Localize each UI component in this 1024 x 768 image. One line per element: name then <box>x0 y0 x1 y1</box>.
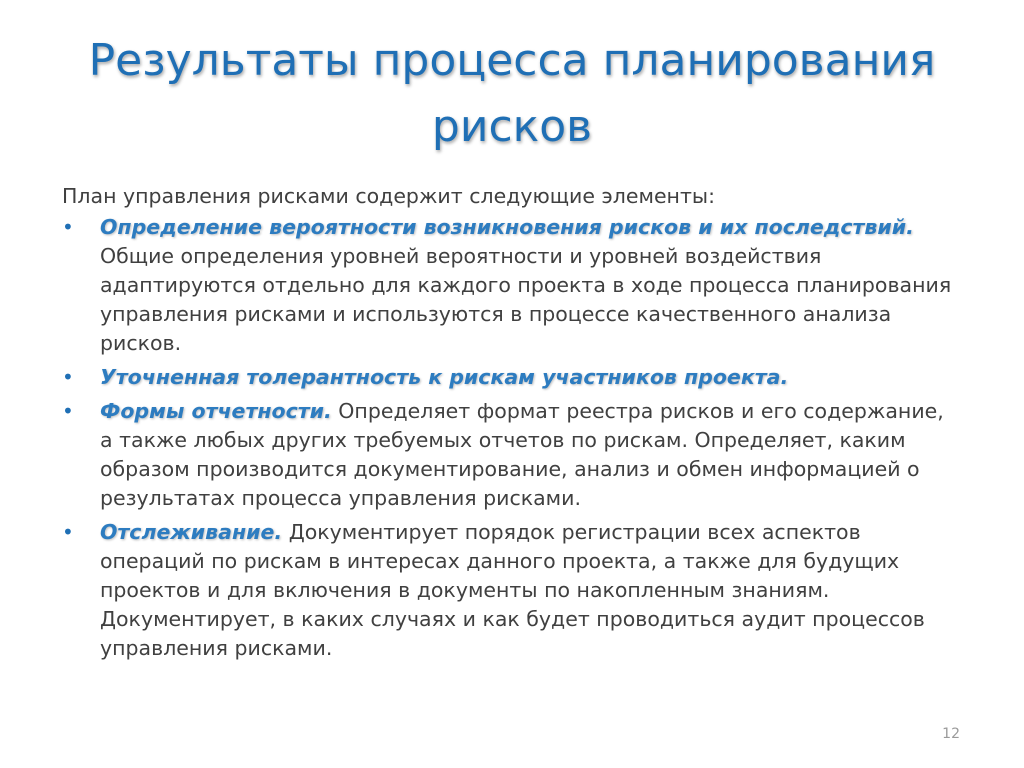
page-number: 12 <box>942 726 960 742</box>
slide-title: Результаты процесса планирования рисков <box>88 35 936 152</box>
bullet-list <box>62 213 962 663</box>
item-text: Определяет формат реестра рисков и его содержание, а также любых других требуемых отчетов по рискам. Определяет, каким образом производится документирование, анализ и обмен информацией о результатах процесса управления рисками. <box>100 399 944 510</box>
list-item <box>62 363 962 392</box>
item-term: Определение вероятности возникновения рисков и их последствий. <box>100 215 914 239</box>
bullet-icon: • <box>62 399 74 423</box>
bullet-icon: • <box>62 215 74 239</box>
bullet-icon: • <box>62 365 74 389</box>
slide-content <box>62 182 962 668</box>
item-text: Документирует порядок регистрации всех аспектов операций по рискам в интересах данного проекта, а также для будущих проектов и для включения в документы по накопленным знаниям. Документирует, в каких случаях и как будет проводиться аудит процессов управления рисками. <box>100 520 925 660</box>
item-term: Уточненная толерантность к рискам участников проекта. <box>100 365 789 389</box>
intro-text: План управления рисками содержит следующие элементы: <box>62 184 715 208</box>
item-text: Общие определения уровней вероятности и уровней воздействия адаптируются отдельно для каждого проекта в ходе процесса планирования управления рисками и используются в процессе качественного анализа рисков. <box>100 244 952 355</box>
item-term: Отслеживание. <box>100 520 283 544</box>
bullet-icon: • <box>62 520 74 544</box>
list-item <box>62 518 962 663</box>
item-term: Формы отчетности. <box>100 399 332 423</box>
list-item <box>62 397 962 513</box>
list-item <box>62 213 962 358</box>
